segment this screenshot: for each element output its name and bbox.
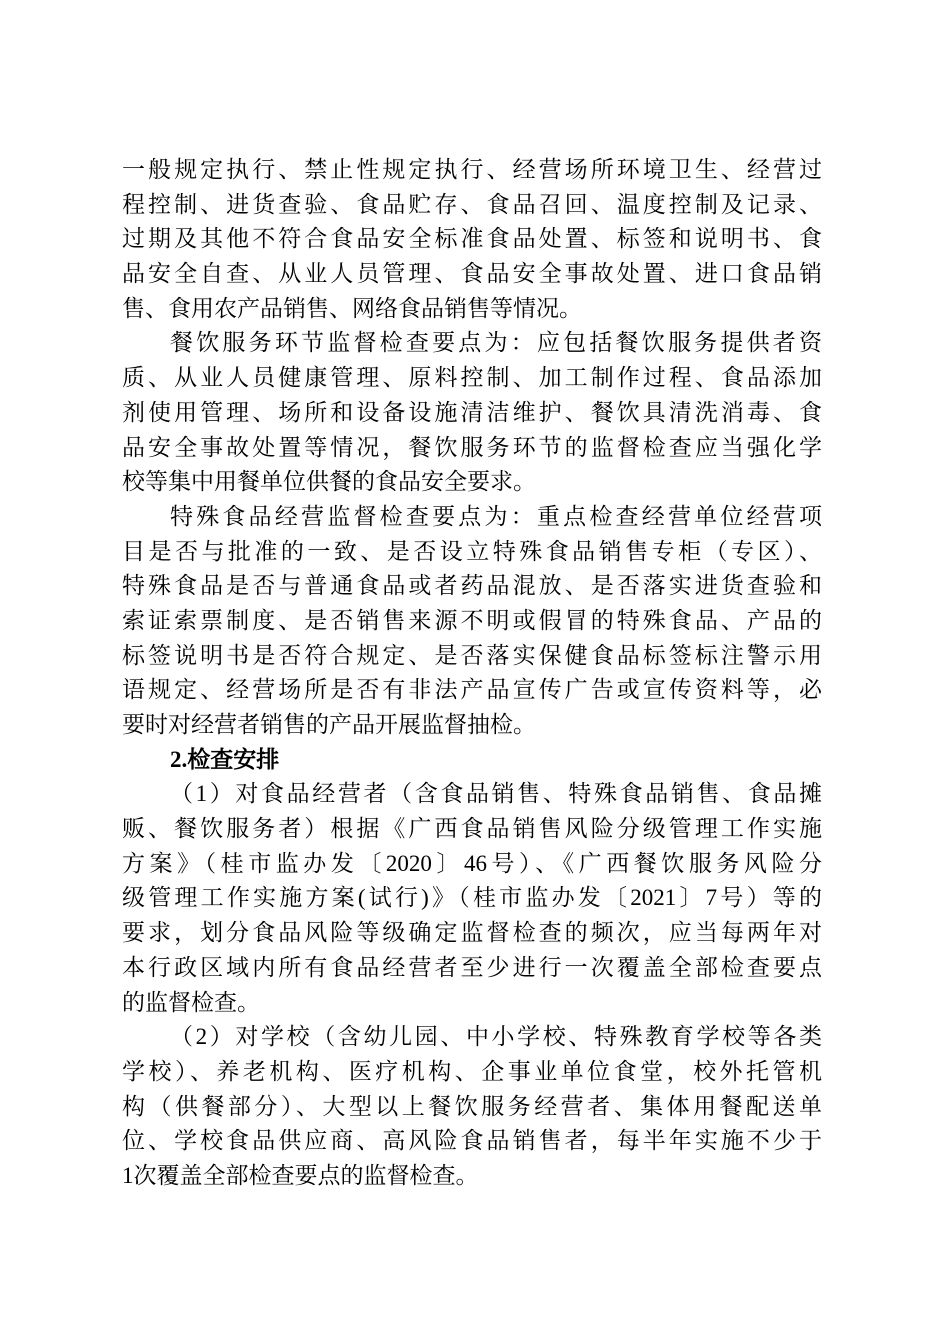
paragraph	[122, 777, 822, 1020]
text-line: 索证索票制度、是否销售来源不明或假冒的特殊食品、产品的	[122, 607, 822, 633]
text-line: 位、学校食品供应商、高风险食品销售者，每半年实施不少于	[122, 1128, 822, 1154]
text-line: 特殊食品是否与普通食品或者药品混放、是否落实进货查验和	[122, 573, 822, 599]
paragraph	[122, 1020, 822, 1193]
text-line: 1次覆盖全部检查要点的监督检查。	[122, 1162, 479, 1188]
text-line: （2）对学校（含幼儿园、中小学校、特殊教育学校等各类	[170, 1024, 822, 1050]
text-line: 方案》（桂市监办发〔2020〕46号）、《广西餐饮服务风险分	[122, 850, 822, 876]
text-line: 剂使用管理、场所和设备设施清洁维护、餐饮具清洗消毒、食	[122, 399, 822, 425]
paragraph	[122, 500, 822, 743]
text-line: 的监督检查。	[122, 989, 260, 1015]
text-line: 要求，划分食品风险等级确定监督检查的频次，应当每两年对	[122, 920, 822, 946]
text-line: 本行政区域内所有食品经营者至少进行一次覆盖全部检查要点	[122, 954, 822, 980]
text-line: （1）对食品经营者（含食品销售、特殊食品销售、食品摊	[170, 781, 822, 807]
paragraph	[122, 326, 822, 499]
text-line: 校等集中用餐单位供餐的食品安全要求。	[122, 469, 536, 495]
text-line: 目是否与批准的一致、是否设立特殊食品销售专柜（专区）、	[122, 538, 822, 564]
text-line: 标签说明书是否符合规定、是否落实保健食品标签标注警示用	[122, 642, 822, 668]
text-line: 学校）、养老机构、医疗机构、企事业单位食堂，校外托管机	[122, 1058, 822, 1084]
text-line: 过期及其他不符合食品安全标准食品处置、标签和说明书、食	[122, 226, 822, 252]
text-line: 餐饮服务环节监督检查要点为：应包括餐饮服务提供者资	[170, 330, 822, 356]
text-line: 程控制、进货查验、食品贮存、食品召回、温度控制及记录、	[122, 191, 822, 217]
document-body	[122, 153, 822, 1194]
text-line: 要时对经营者销售的产品开展监督抽检。	[122, 712, 536, 737]
text-line: 品安全事故处置等情况，餐饮服务环节的监督检查应当强化学	[122, 434, 822, 460]
text-line: 语规定、经营场所是否有非法产品宣传广告或宣传资料等，必	[122, 677, 822, 703]
text-line: 品安全自查、从业人员管理、食品安全事故处置、进口食品销	[122, 261, 822, 287]
paragraph	[122, 153, 822, 326]
text-line: 构（供餐部分）、大型以上餐饮服务经营者、集体用餐配送单	[122, 1093, 822, 1119]
text-line: 质、从业人员健康管理、原料控制、加工制作过程、食品添加	[122, 365, 822, 391]
text-line: 级管理工作实施方案(试行)》（桂市监办发〔2021〕7号）等的	[122, 885, 822, 911]
text-line: 贩、餐饮服务者）根据《广西食品销售风险分级管理工作实施	[122, 816, 822, 842]
text-line: 一般规定执行、禁止性规定执行、经营场所环境卫生、经营过	[122, 157, 822, 182]
section-heading-block	[122, 743, 822, 778]
section-heading: 2.检查安排	[170, 746, 280, 772]
text-line: 特殊食品经营监督检查要点为：重点检查经营单位经营项	[170, 503, 822, 529]
text-line: 售、食用农产品销售、网络食品销售等情况。	[122, 295, 582, 321]
